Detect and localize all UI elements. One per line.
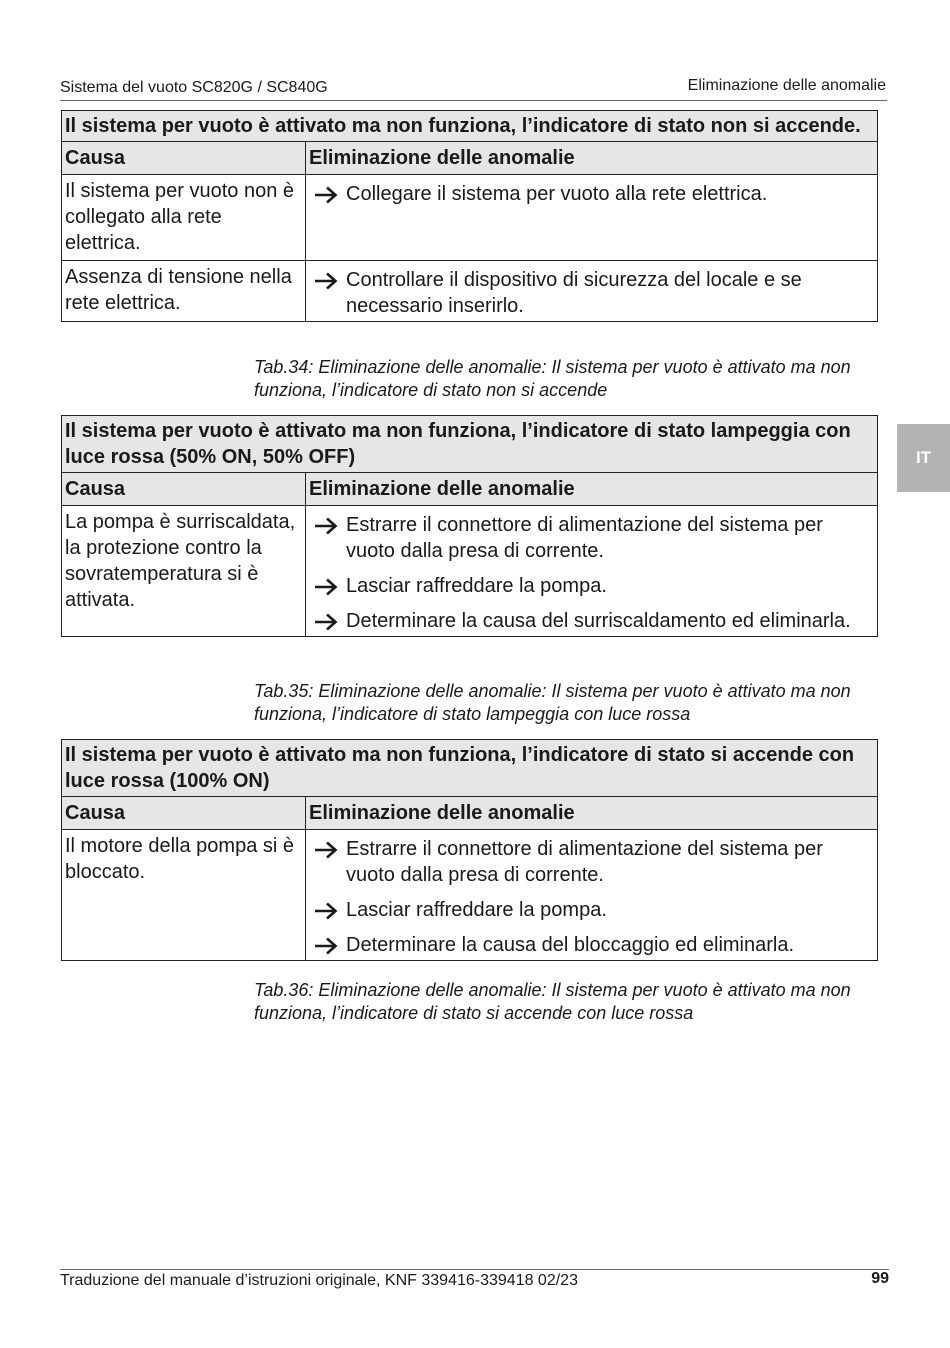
- table-title: Il sistema per vuoto è attivato ma non funziona, l’indicatore di stato non si accende.: [62, 111, 878, 142]
- cause-cell: La pompa è surriscaldata, la protezione contro la sovratemperatura si è attivata.: [62, 506, 306, 637]
- header-section-title: Eliminazione delle anomalie: [687, 77, 886, 94]
- table-row: [62, 175, 878, 261]
- cause-cell: Assenza di tensione nella rete elettrica.: [62, 261, 306, 322]
- table-title: Il sistema per vuoto è attivato ma non funziona, l’indicatore di stato lampeggia con luce rossa (50% ON, 50% OFF): [62, 416, 878, 473]
- page-number: 99: [871, 1270, 889, 1287]
- remedy-step: Collegare il sistema per vuoto alla rete elettrica.: [314, 181, 867, 207]
- table-caption: Tab.34: Eliminazione delle anomalie: Il sistema per vuoto è attivato ma non funziona, l’indicatore di stato non si accende: [254, 357, 851, 400]
- header-product-title: Sistema del vuoto SC820G / SC840G: [60, 79, 328, 96]
- troubleshooting-table: [61, 739, 878, 961]
- remedy-step: Determinare la causa del surriscaldamento ed eliminarla.: [314, 608, 867, 634]
- remedy-step: Estrarre il connettore di alimentazione del sistema per vuoto dalla presa di corrente.: [314, 512, 867, 564]
- table-caption: Tab.36: Eliminazione delle anomalie: Il sistema per vuoto è attivato ma non funziona, l’indicatore di stato si accende con luce rossa: [254, 980, 851, 1023]
- arrow-right-icon: [314, 897, 346, 923]
- remedy-step: Controllare il dispositivo di sicurezza del locale e se necessario inserirlo.: [314, 267, 867, 319]
- remedy-cell: [306, 261, 878, 322]
- footer-divider: [60, 1269, 889, 1270]
- remedy-cell: [306, 830, 878, 961]
- remedy-step: Lasciar raffreddare la pompa.: [314, 897, 867, 923]
- column-header-cause: Causa: [62, 797, 306, 830]
- remedy-step: Estrarre il connettore di alimentazione del sistema per vuoto dalla presa di corrente.: [314, 836, 867, 888]
- troubleshooting-table: [61, 110, 878, 322]
- remedy-cell: [306, 506, 878, 637]
- arrow-right-icon: [314, 181, 346, 207]
- table-row: [62, 506, 878, 637]
- column-header-remedy: Eliminazione delle anomalie: [306, 473, 878, 506]
- column-header-cause: Causa: [62, 473, 306, 506]
- table-caption: Tab.35: Eliminazione delle anomalie: Il sistema per vuoto è attivato ma non funziona, l’indicatore di stato lampeggia con luce rossa: [254, 681, 851, 724]
- footer-document-reference: Traduzione del manuale d’istruzioni originale, KNF 339416-339418 02/23: [60, 1272, 578, 1289]
- arrow-right-icon: [314, 573, 346, 599]
- arrow-right-icon: [314, 512, 346, 564]
- table-title: Il sistema per vuoto è attivato ma non funziona, l’indicatore di stato si accende con luce rossa (100% ON): [62, 740, 878, 797]
- column-header-cause: Causa: [62, 142, 306, 175]
- language-tab: IT: [897, 424, 950, 492]
- header-divider: [60, 100, 887, 101]
- cause-cell: Il sistema per vuoto non è collegato alla rete elettrica.: [62, 175, 306, 261]
- remedy-step: Determinare la causa del bloccaggio ed eliminarla.: [314, 932, 867, 958]
- table-row: [62, 261, 878, 322]
- troubleshooting-table: [61, 415, 878, 637]
- remedy-cell: [306, 175, 878, 261]
- column-header-remedy: Eliminazione delle anomalie: [306, 797, 878, 830]
- table-row: [62, 830, 878, 961]
- arrow-right-icon: [314, 932, 346, 958]
- arrow-right-icon: [314, 267, 346, 319]
- arrow-right-icon: [314, 608, 346, 634]
- cause-cell: Il motore della pompa si è bloccato.: [62, 830, 306, 961]
- column-header-remedy: Eliminazione delle anomalie: [306, 142, 878, 175]
- remedy-step: Lasciar raffreddare la pompa.: [314, 573, 867, 599]
- arrow-right-icon: [314, 836, 346, 888]
